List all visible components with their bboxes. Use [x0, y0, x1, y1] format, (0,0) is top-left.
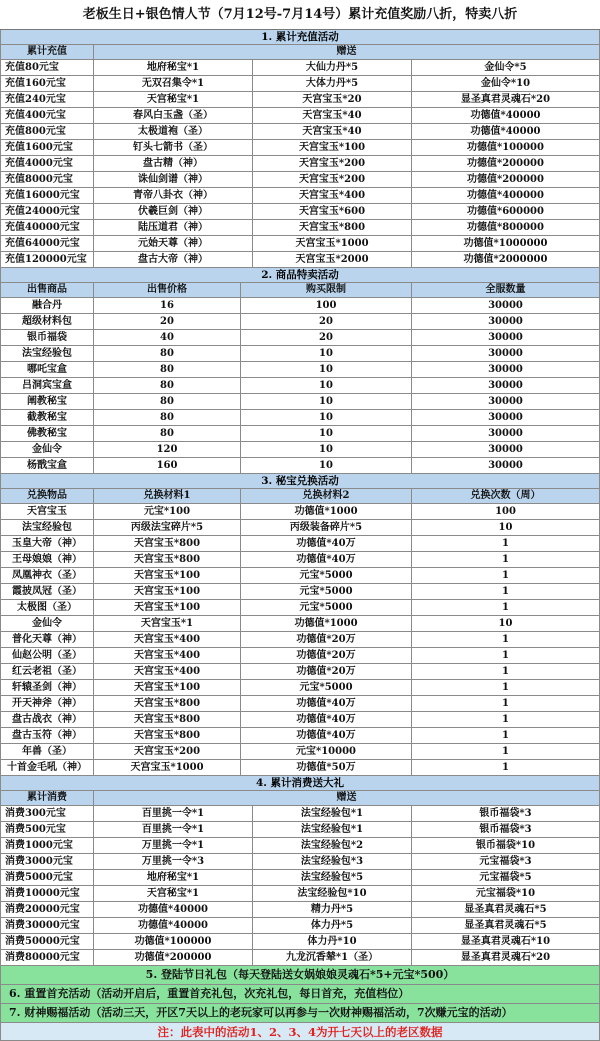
table-row: [0, 204, 600, 220]
table-row: [0, 172, 600, 188]
table-cell: 30000: [412, 298, 600, 313]
table-cell: 天宫宝玉*400: [253, 188, 412, 203]
table-cell: 凤凰神衣（圣）: [0, 568, 94, 583]
table-cell: 功德值*20万: [241, 648, 412, 663]
table-cell: 100: [241, 298, 412, 313]
header-exchange-times: 兑换次数（周）: [412, 489, 600, 503]
table-cell: 融合丹: [0, 298, 94, 313]
table-cell: 10: [241, 394, 412, 409]
table-row: [0, 442, 600, 458]
table-cell: 1: [412, 744, 600, 759]
table-cell: 佛教秘宝: [0, 426, 94, 441]
table-cell: 功德值*600000: [412, 204, 600, 219]
table-row: [0, 92, 600, 108]
table-cell: 太极图（圣）: [0, 600, 94, 615]
table-cell: 天宫宝玉*800: [94, 536, 241, 551]
header-cumulative-spend: 累计消费: [0, 791, 94, 805]
table-cell: 钉头七箭书（圣）: [94, 140, 253, 155]
table-cell: 元始天尊（神）: [94, 236, 253, 251]
table-cell: 功德值*200000: [412, 172, 600, 187]
table-row: [0, 728, 600, 744]
table-cell: 元宝福袋*3: [412, 854, 600, 869]
table-cell: 天宫宝玉*200: [253, 156, 412, 171]
table-cell: 功德值*2000000: [412, 252, 600, 267]
table-cell: 1: [412, 680, 600, 695]
table-cell: 消费30000元宝: [0, 918, 94, 933]
table-cell: 九龙沉香辇*1（圣）: [253, 950, 412, 965]
table-cell: 天宫宝玉*2000: [253, 252, 412, 267]
table-cell: 盘古精（神）: [94, 156, 253, 171]
table-cell: 诛仙剑谱（神）: [94, 172, 253, 187]
section-4-title: 4. 累计消费送大礼: [0, 776, 600, 791]
table-row: [0, 504, 600, 520]
table-cell: 银币福袋*10: [412, 838, 600, 853]
table-cell: 天宫宝玉*1000: [253, 236, 412, 251]
table-cell: 80: [94, 346, 241, 361]
table-cell: 1: [412, 712, 600, 727]
table-cell: 80: [94, 426, 241, 441]
table-cell: 功德值*100000: [412, 140, 600, 155]
table-cell: 体力丹*5: [253, 918, 412, 933]
table-row: [0, 712, 600, 728]
header-gift: 赠送: [94, 45, 600, 59]
table-cell: 银币福袋*3: [412, 806, 600, 821]
table-cell: 杨戬宝盒: [0, 458, 94, 473]
table-cell: 红云老祖（圣）: [0, 664, 94, 679]
table-cell: 1: [412, 728, 600, 743]
table-cell: 20: [94, 314, 241, 329]
table-cell: 功德值*1000: [241, 616, 412, 631]
table-cell: 元宝*5000: [241, 568, 412, 583]
table-cell: 天宫宝玉*400: [94, 664, 241, 679]
table-cell: 伏羲巨剑（神）: [94, 204, 253, 219]
table-cell: 80: [94, 410, 241, 425]
table-row: [0, 520, 600, 536]
table-cell: 显圣真君灵魂石*20: [412, 950, 600, 965]
table-cell: 法宝经验包*1: [253, 806, 412, 821]
table-row: [0, 236, 600, 252]
table-cell: 消费300元宝: [0, 806, 94, 821]
table-cell: 法宝经验包*5: [253, 870, 412, 885]
table-cell: 充值80元宝: [0, 60, 94, 75]
table-cell: 体力丹*10: [253, 934, 412, 949]
table-cell: 80: [94, 394, 241, 409]
table-cell: 法宝经验包*2: [253, 838, 412, 853]
table-cell: 青帝八卦衣（神）: [94, 188, 253, 203]
table-cell: 截教秘宝: [0, 410, 94, 425]
table-cell: 30000: [412, 346, 600, 361]
header-material-2: 兑换材料2: [241, 489, 412, 503]
table-row: [0, 346, 600, 362]
table-cell: 充值120000元宝: [0, 252, 94, 267]
table-cell: 功德值*40000: [412, 124, 600, 139]
table-cell: 1: [412, 648, 600, 663]
table-cell: 充值240元宝: [0, 92, 94, 107]
table-cell: 充值400元宝: [0, 108, 94, 123]
table-cell: 功德值*200000: [94, 950, 253, 965]
header-cumulative-recharge: 累计充值: [0, 45, 94, 59]
table-row: [0, 394, 600, 410]
table-cell: 天宫宝玉*40: [253, 124, 412, 139]
table-cell: 充值4000元宝: [0, 156, 94, 171]
table-cell: 元宝*100: [94, 504, 241, 519]
table-cell: 轩辕圣剑（神）: [0, 680, 94, 695]
section-4-header: [0, 791, 600, 806]
table-cell: 30000: [412, 410, 600, 425]
table-cell: 天宫宝玉: [0, 504, 94, 519]
table-cell: 法宝经验包*10: [253, 886, 412, 901]
table-row: [0, 696, 600, 712]
table-row: [0, 140, 600, 156]
table-cell: 天宫宝玉*20: [253, 92, 412, 107]
table-cell: 160: [94, 458, 241, 473]
table-row: [0, 568, 600, 584]
header-gift: 赠送: [94, 791, 600, 805]
table-cell: 天宫宝玉*100: [94, 584, 241, 599]
table-cell: 20: [241, 314, 412, 329]
table-cell: 10: [412, 520, 600, 535]
table-cell: 消费20000元宝: [0, 902, 94, 917]
table-cell: 消费10000元宝: [0, 886, 94, 901]
table-cell: 法宝经验包: [0, 520, 94, 535]
table-row: [0, 362, 600, 378]
table-cell: 功德值*40万: [241, 696, 412, 711]
table-cell: 功德值*40000: [94, 902, 253, 917]
table-row: [0, 600, 600, 616]
table-cell: 银币福袋*3: [412, 822, 600, 837]
table-cell: 太极道袍（圣）: [94, 124, 253, 139]
table-cell: 100: [412, 504, 600, 519]
table-row: [0, 902, 600, 918]
section-3-rows: [0, 504, 600, 776]
table-cell: 天宫宝玉*600: [253, 204, 412, 219]
table-cell: 1: [412, 536, 600, 551]
table-cell: 功德值*40000: [94, 918, 253, 933]
table-cell: 80: [94, 362, 241, 377]
table-cell: 大体力丹*5: [253, 76, 412, 91]
table-cell: 1: [412, 600, 600, 615]
table-row: [0, 124, 600, 140]
table-cell: 充值800元宝: [0, 124, 94, 139]
table-row: [0, 252, 600, 268]
table-cell: 天宫宝玉*200: [94, 744, 241, 759]
table-row: [0, 426, 600, 442]
table-cell: 元宝*10000: [241, 744, 412, 759]
table-cell: 功德值*800000: [412, 220, 600, 235]
table-cell: 开天神斧（神）: [0, 696, 94, 711]
table-cell: 天宫宝玉*100: [253, 140, 412, 155]
table-cell: 哪吒宝盒: [0, 362, 94, 377]
table-row: [0, 886, 600, 902]
table-row: [0, 664, 600, 680]
table-cell: 充值160元宝: [0, 76, 94, 91]
table-row: [0, 220, 600, 236]
table-row: [0, 410, 600, 426]
table-cell: 功德值*1000000: [412, 236, 600, 251]
table-cell: 金仙令: [0, 616, 94, 631]
table-cell: 百里挑一令*1: [94, 822, 253, 837]
table-cell: 充值40000元宝: [0, 220, 94, 235]
table-cell: 普化天尊（神）: [0, 632, 94, 647]
table-cell: 30000: [412, 442, 600, 457]
table-cell: 充值1600元宝: [0, 140, 94, 155]
table-row: [0, 744, 600, 760]
table-row: [0, 76, 600, 92]
table-cell: 10: [241, 362, 412, 377]
table-cell: 天宫宝玉*400: [94, 632, 241, 647]
table-cell: 消费80000元宝: [0, 950, 94, 965]
table-cell: 10: [412, 616, 600, 631]
table-cell: 消费5000元宝: [0, 870, 94, 885]
table-cell: 霞披凤冠（圣）: [0, 584, 94, 599]
table-cell: 1: [412, 664, 600, 679]
table-cell: 10: [241, 378, 412, 393]
table-row: [0, 838, 600, 854]
table-row: [0, 330, 600, 346]
table-cell: 地府秘宝*1: [94, 870, 253, 885]
table-cell: 天宫宝玉*800: [94, 696, 241, 711]
table-row: [0, 458, 600, 474]
table-row: [0, 552, 600, 568]
table-cell: 功德值*40万: [241, 728, 412, 743]
table-cell: 春风白玉盏（圣）: [94, 108, 253, 123]
table-cell: 百里挑一令*1: [94, 806, 253, 821]
table-cell: 大仙力丹*5: [253, 60, 412, 75]
header-item: 出售商品: [0, 283, 94, 297]
table-row: [0, 934, 600, 950]
table-cell: 充值16000元宝: [0, 188, 94, 203]
table-cell: 30000: [412, 330, 600, 345]
table-cell: 10: [241, 346, 412, 361]
table-cell: 万里挑一令*1: [94, 838, 253, 853]
table-cell: 丙级装备碎片*5: [241, 520, 412, 535]
table-cell: 天宫宝玉*800: [94, 552, 241, 567]
table-row: [0, 584, 600, 600]
table-cell: 30000: [412, 426, 600, 441]
page-title: 老板生日+银色情人节（7月12号-7月14号）累计充值奖励八折，特卖八折: [0, 0, 600, 30]
table-cell: 超级材料包: [0, 314, 94, 329]
footnote: 注：此表中的活动1、2、3、4为开七天以上的老区数据: [0, 1023, 600, 1041]
table-row: [0, 616, 600, 632]
table-cell: 丙级法宝碎片*5: [94, 520, 241, 535]
activity-5-login-gift: 5. 登陆节日礼包（每天登陆送女娲娘娘灵魂石*5+元宝*500）: [0, 966, 600, 985]
table-row: [0, 680, 600, 696]
table-cell: 元宝福袋*5: [412, 870, 600, 885]
table-cell: 显圣真君灵魂石*5: [412, 902, 600, 917]
table-cell: 天宫宝玉*1: [94, 616, 241, 631]
table-row: [0, 632, 600, 648]
table-cell: 1: [412, 760, 600, 775]
table-cell: 金仙令*5: [412, 60, 600, 75]
section-4-rows: [0, 806, 600, 966]
table-cell: 功德值*40万: [241, 552, 412, 567]
table-cell: 地府秘宝*1: [94, 60, 253, 75]
table-cell: 金仙令: [0, 442, 94, 457]
table-cell: 消费1000元宝: [0, 838, 94, 853]
table-cell: 显圣真君灵魂石*5: [412, 918, 600, 933]
table-cell: 30000: [412, 458, 600, 473]
table-cell: 法宝经验包: [0, 346, 94, 361]
table-cell: 30000: [412, 378, 600, 393]
table-cell: 1: [412, 696, 600, 711]
table-cell: 天宫宝玉*400: [94, 648, 241, 663]
table-row: [0, 950, 600, 966]
table-cell: 1: [412, 584, 600, 599]
table-row: [0, 648, 600, 664]
table-cell: 天宫宝玉*40: [253, 108, 412, 123]
table-cell: 法宝经验包*1: [253, 822, 412, 837]
table-cell: 120: [94, 442, 241, 457]
table-cell: 充值24000元宝: [0, 204, 94, 219]
table-cell: 充值8000元宝: [0, 172, 94, 187]
table-cell: 元宝*5000: [241, 600, 412, 615]
table-cell: 10: [241, 442, 412, 457]
section-1-rows: [0, 60, 600, 268]
table-cell: 消费50000元宝: [0, 934, 94, 949]
table-cell: 天宫宝玉*800: [94, 728, 241, 743]
table-row: [0, 822, 600, 838]
table-cell: 年兽（圣）: [0, 744, 94, 759]
header-exchange-item: 兑换物品: [0, 489, 94, 503]
header-material-1: 兑换材料1: [94, 489, 241, 503]
table-cell: 天宫宝玉*100: [94, 600, 241, 615]
table-row: [0, 918, 600, 934]
table-cell: 消费500元宝: [0, 822, 94, 837]
section-3-title: 3. 秘宝兑换活动: [0, 474, 600, 489]
table-cell: 天宫宝玉*800: [253, 220, 412, 235]
table-cell: 玉皇大帝（神）: [0, 536, 94, 551]
table-cell: 法宝经验包*3: [253, 854, 412, 869]
table-cell: 天宫宝玉*100: [94, 568, 241, 583]
table-row: [0, 188, 600, 204]
table-row: [0, 854, 600, 870]
table-cell: 功德值*20万: [241, 664, 412, 679]
table-cell: 天宫宝玉*1000: [94, 760, 241, 775]
table-cell: 30000: [412, 362, 600, 377]
table-row: [0, 536, 600, 552]
table-cell: 万里挑一令*3: [94, 854, 253, 869]
table-cell: 功德值*20万: [241, 632, 412, 647]
table-cell: 显圣真君灵魂石*20: [412, 92, 600, 107]
table-cell: 功德值*1000: [241, 504, 412, 519]
table-cell: 消费3000元宝: [0, 854, 94, 869]
table-cell: 天宫秘宝*1: [94, 886, 253, 901]
section-1-header: [0, 45, 600, 60]
table-cell: 显圣真君灵魂石*10: [412, 934, 600, 949]
table-cell: 10: [241, 410, 412, 425]
header-server-quantity: 全服数量: [412, 283, 600, 297]
header-limit: 购买限制: [241, 283, 412, 297]
table-cell: 16: [94, 298, 241, 313]
table-cell: 天宫宝玉*200: [253, 172, 412, 187]
table-row: [0, 156, 600, 172]
table-cell: 天宫宝玉*800: [94, 712, 241, 727]
table-cell: 1: [412, 632, 600, 647]
table-cell: 仙赵公明（圣）: [0, 648, 94, 663]
table-cell: 元宝*5000: [241, 680, 412, 695]
table-row: [0, 298, 600, 314]
table-cell: 十首金毛吼（神）: [0, 760, 94, 775]
section-2-header: [0, 283, 600, 298]
section-3-header: [0, 489, 600, 504]
table-cell: 1: [412, 552, 600, 567]
table-cell: 功德值*40万: [241, 536, 412, 551]
table-cell: 80: [94, 378, 241, 393]
table-row: [0, 314, 600, 330]
table-cell: 盘古战衣（神）: [0, 712, 94, 727]
table-cell: 陆压道君（神）: [94, 220, 253, 235]
table-cell: 功德值*40万: [241, 712, 412, 727]
table-cell: 功德值*50万: [241, 760, 412, 775]
table-cell: 吕洞宾宝盒: [0, 378, 94, 393]
header-price: 出售价格: [94, 283, 241, 297]
section-2-rows: [0, 298, 600, 474]
table-row: [0, 870, 600, 886]
table-cell: 功德值*200000: [412, 156, 600, 171]
activity-7-fortune-blessing: 7. 财神赐福活动（活动三天，开区7天以上的老玩家可以再参与一次财神赐福活动，7次赚元宝的活动）: [0, 1004, 600, 1023]
table-row: [0, 806, 600, 822]
table-cell: 盘古大帝（神）: [94, 252, 253, 267]
table-cell: 功德值*100000: [94, 934, 253, 949]
table-cell: 1: [412, 568, 600, 583]
table-cell: 王母娘娘（神）: [0, 552, 94, 567]
table-cell: 20: [241, 330, 412, 345]
table-cell: 银币福袋: [0, 330, 94, 345]
table-cell: 30000: [412, 314, 600, 329]
table-cell: 无双召集令*1: [94, 76, 253, 91]
table-cell: 元宝*5000: [241, 584, 412, 599]
activity-6-reset-first-recharge: 6. 重置首充活动（活动开启后，重置首充礼包，次充礼包，每日首充，充值档位）: [0, 985, 600, 1004]
table-cell: 功德值*40000: [412, 108, 600, 123]
section-1-title: 1. 累计充值活动: [0, 30, 600, 45]
table-row: [0, 60, 600, 76]
table-cell: 阐教秘宝: [0, 394, 94, 409]
table-row: [0, 378, 600, 394]
table-cell: 40: [94, 330, 241, 345]
table-cell: 10: [241, 458, 412, 473]
table-cell: 功德值*400000: [412, 188, 600, 203]
table-cell: 金仙令*10: [412, 76, 600, 91]
table-row: [0, 108, 600, 124]
table-cell: 30000: [412, 394, 600, 409]
section-2-title: 2. 商品特卖活动: [0, 268, 600, 283]
table-cell: 10: [241, 426, 412, 441]
table-cell: 精力丹*5: [253, 902, 412, 917]
table-cell: 元宝福袋*10: [412, 886, 600, 901]
table-row: [0, 760, 600, 776]
table-cell: 盘古玉符（神）: [0, 728, 94, 743]
table-cell: 天宫秘宝*1: [94, 92, 253, 107]
table-cell: 充值64000元宝: [0, 236, 94, 251]
table-cell: 天宫宝玉*100: [94, 680, 241, 695]
